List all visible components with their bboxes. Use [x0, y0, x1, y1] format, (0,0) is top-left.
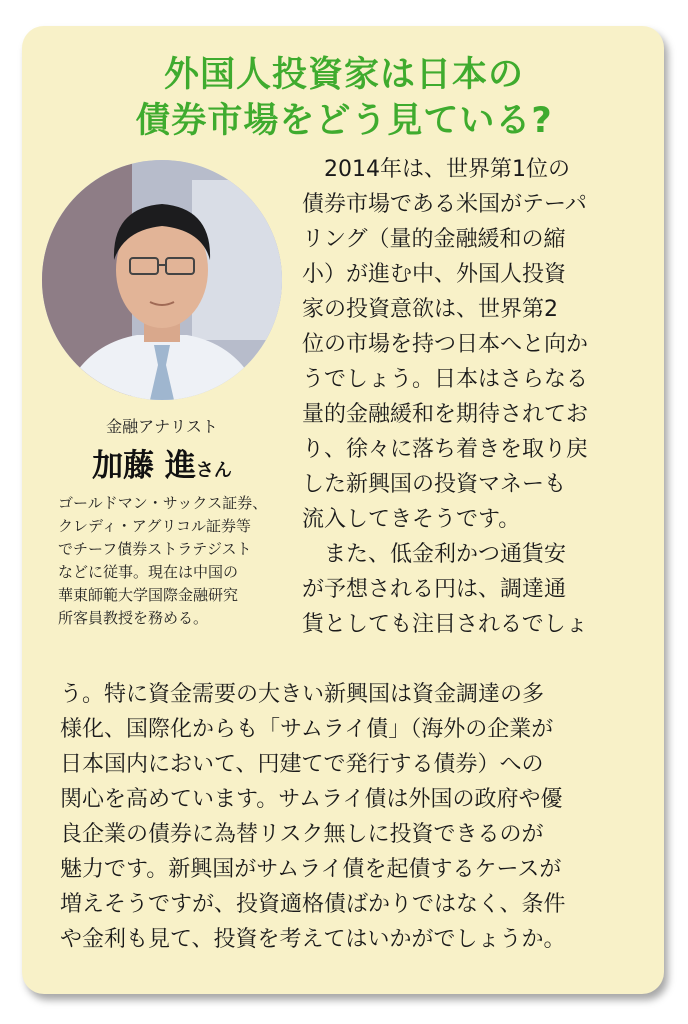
article-body-right-column — [302, 152, 638, 642]
profile-name-block — [42, 440, 282, 485]
body-line: リング（量的金融緩和の縮 — [302, 227, 566, 252]
bio-line: 華東師範大学国際金融研究 — [58, 586, 239, 604]
portrait-illustration — [42, 160, 282, 400]
body-line: 位の市場を持つ日本へと向か — [302, 332, 589, 357]
body-line: 増えそうですが、投資適格債ばかりではなく、条件 — [60, 892, 566, 917]
portrait-photo — [42, 160, 282, 400]
profile-role: 金融アナリスト — [106, 417, 218, 436]
body-line: や金利も見て、投資を考えてはいかがでしょうか。 — [60, 927, 566, 952]
body-line: 関心を高めています。サムライ債は外国の政府や優 — [60, 787, 563, 812]
body-line: した新興国の投資マネーも — [302, 472, 567, 497]
body-line: 量的金融緩和を期待されてお — [302, 402, 589, 427]
article-title-line-1: 外国人投資家は日本の — [163, 55, 524, 95]
article-body-full-width — [60, 677, 650, 957]
body-line: 様化、国際化からも「サムライ債」（海外の企業が — [60, 717, 554, 742]
bio-line: などに従事。現在は中国の — [58, 563, 239, 581]
body-line: 流入してきそうです。 — [302, 507, 521, 532]
article-title-line-2: 債券市場をどう見ている? — [135, 101, 553, 141]
body-line: 貨としても注目されるでしょ — [302, 612, 588, 637]
body-line: う。特に資金需要の大きい新興国は資金調達の多 — [60, 682, 545, 707]
body-line: 2014年は、世界第1位の — [302, 157, 570, 182]
body-line: り、徐々に落ち着きを取り戻 — [302, 437, 589, 462]
bio-line: 所客員教授を務める。 — [58, 609, 209, 627]
body-line: 魅力です。新興国がサムライ債を起債するケースが — [60, 857, 562, 882]
body-line: 小）が進む中、外国人投資 — [302, 262, 567, 287]
body-line: が予想される円は、調達通 — [302, 577, 567, 602]
profile-name: 加藤 進 — [92, 448, 196, 484]
bio-line: クレディ・アグリコル証券等 — [58, 517, 252, 535]
body-line: 家の投資意欲は、世界第2 — [302, 297, 558, 322]
body-line: また、低金利かつ通貨安 — [302, 542, 567, 567]
body-line: 日本国内において、円建てで発行する債券）への — [60, 752, 544, 777]
bio-line: ゴールドマン・サックス証券、 — [58, 494, 268, 512]
body-line: 債券市場である米国がテーパ — [302, 192, 587, 217]
bio-line: でチーフ債券ストラテジスト — [58, 540, 252, 558]
body-line: うでしょう。日本はさらなる — [302, 367, 589, 392]
profile-bio — [58, 492, 290, 630]
body-line: 良企業の債券に為替リスク無しに投資できるのが — [60, 822, 544, 847]
profile-honorific: さん — [195, 460, 232, 481]
